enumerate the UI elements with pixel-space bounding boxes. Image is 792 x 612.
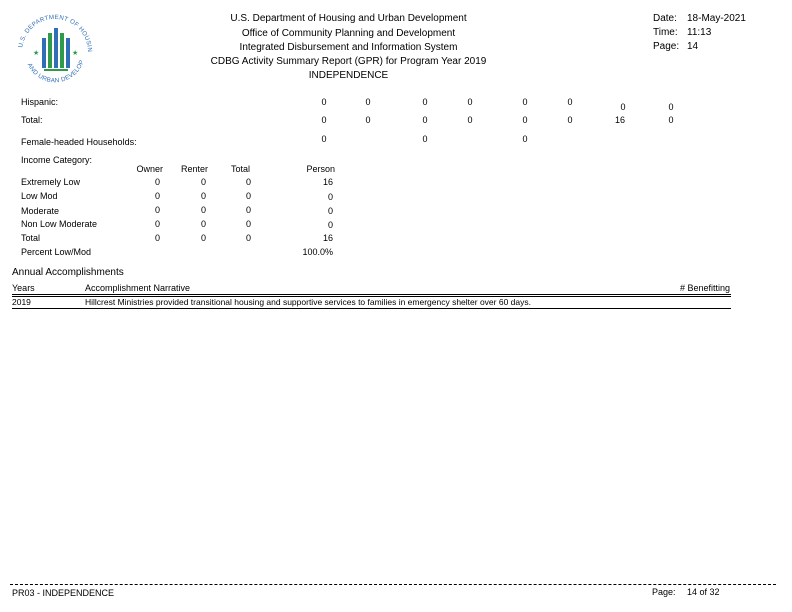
- date-value: 18-May-2021: [687, 13, 746, 24]
- page-label: Page:: [653, 41, 680, 52]
- page-value: 14: [687, 41, 699, 52]
- income-cell-total: 0: [245, 219, 251, 229]
- income-cell-person: 0: [327, 192, 333, 202]
- accomplishments-col-years: Years: [12, 283, 35, 293]
- race-cell: 0: [668, 102, 674, 112]
- income-cell-total: 0: [245, 177, 251, 187]
- race-cell: 0: [567, 97, 573, 107]
- time-value: 11:13: [687, 27, 712, 38]
- income-cell-owner: 0: [154, 233, 160, 243]
- race-cell: 0: [321, 97, 327, 107]
- race-cell: 0: [467, 97, 473, 107]
- income-row-label: Extremely Low: [21, 177, 81, 187]
- female-headed-cell: 0: [522, 134, 528, 144]
- race-cell: 0: [522, 97, 528, 107]
- time-label: Time:: [653, 27, 678, 38]
- income-cell-total: 0: [245, 205, 251, 215]
- income-header-owner: Owner: [136, 164, 163, 174]
- income-cell-owner: 0: [154, 205, 160, 215]
- income-cell-person: 16: [322, 233, 333, 243]
- income-header-total: Total: [230, 164, 250, 174]
- accomplishment-narrative: Hillcrest Ministries provided transitional housing and supportive services to families in emergency shelter over 60 days.: [85, 297, 531, 307]
- income-cell-owner: 0: [154, 177, 160, 187]
- race-cell: 0: [422, 115, 428, 125]
- accomplishments-col-benefitting: # Benefitting: [679, 283, 730, 293]
- header-grantee: INDEPENDENCE: [308, 70, 389, 81]
- hud-seal-logo: [14, 14, 96, 88]
- income-cell-total: 0: [245, 191, 251, 201]
- race-cell: 0: [365, 97, 371, 107]
- income-cell-person: 0: [327, 220, 333, 230]
- percent-low-mod-value: 100.0%: [302, 247, 333, 257]
- income-cell-renter: 0: [200, 233, 206, 243]
- race-cell: 0: [321, 115, 327, 125]
- income-cell-person: 16: [322, 177, 333, 187]
- footer-page-label: Page:: [652, 587, 676, 597]
- header-report-title: CDBG Activity Summary Report (GPR) for Program Year 2019: [210, 56, 487, 67]
- race-cell: 0: [467, 115, 473, 125]
- income-cell-renter: 0: [200, 205, 206, 215]
- accomplishments-title: Annual Accomplishments: [12, 267, 124, 278]
- income-cell-owner: 0: [154, 219, 160, 229]
- race-cell: 0: [522, 115, 528, 125]
- accomplishments-col-narrative: Accomplishment Narrative: [85, 283, 191, 293]
- accomplishments-header-rule: [12, 294, 731, 295]
- race-cell: 0: [567, 115, 573, 125]
- footer-rule: [10, 584, 776, 585]
- race-cell: 0: [422, 97, 428, 107]
- accomplishment-year: 2019: [12, 297, 31, 307]
- income-cell-renter: 0: [200, 219, 206, 229]
- race-row-label: Hispanic:: [21, 97, 59, 107]
- footer-report-id: PR03 - INDEPENDENCE: [12, 588, 115, 598]
- race-cell: 0: [620, 102, 626, 112]
- accomplishment-row-rule: [12, 308, 731, 309]
- income-cell-renter: 0: [200, 177, 206, 187]
- female-headed-label: Female-headed Households:: [21, 137, 137, 147]
- percent-low-mod-label: Percent Low/Mod: [21, 247, 92, 257]
- income-header-person: Person: [306, 164, 335, 174]
- income-row-label: Non Low Moderate: [21, 219, 98, 229]
- income-row-label: Low Mod: [21, 191, 58, 201]
- race-row-label: Total:: [21, 115, 43, 125]
- income-cell-total: 0: [245, 233, 251, 243]
- header-office: Office of Community Planning and Development: [241, 28, 456, 39]
- income-cell-person: 0: [327, 206, 333, 216]
- income-cell-renter: 0: [200, 191, 206, 201]
- svg-text:U.S. DEPARTMENT OF HOUSING: U.S. DEPARTMENT OF HOUSIN: [17, 14, 94, 53]
- header-system: Integrated Disbursement and Information System: [239, 42, 458, 53]
- date-label: Date:: [653, 13, 677, 24]
- svg-text:★: ★: [33, 49, 40, 57]
- income-cell-owner: 0: [154, 191, 160, 201]
- header-agency: U.S. Department of Housing and Urban Development: [230, 13, 467, 24]
- svg-text:★: ★: [72, 49, 79, 57]
- income-header-renter: Renter: [180, 164, 208, 174]
- race-cell: 0: [668, 115, 674, 125]
- female-headed-cell: 0: [422, 134, 428, 144]
- female-headed-cell: 0: [321, 134, 327, 144]
- income-category-label: Income Category:: [21, 155, 93, 165]
- race-cell: 0: [365, 115, 371, 125]
- income-row-label: Total: [21, 233, 41, 243]
- svg-text:AND URBAN DEVELOPMENT: AND URBAN DEVELOP: [25, 59, 86, 85]
- footer-page-value: 14 of 32: [687, 587, 720, 597]
- income-row-label: Moderate: [21, 206, 60, 216]
- race-cell: 16: [614, 115, 625, 125]
